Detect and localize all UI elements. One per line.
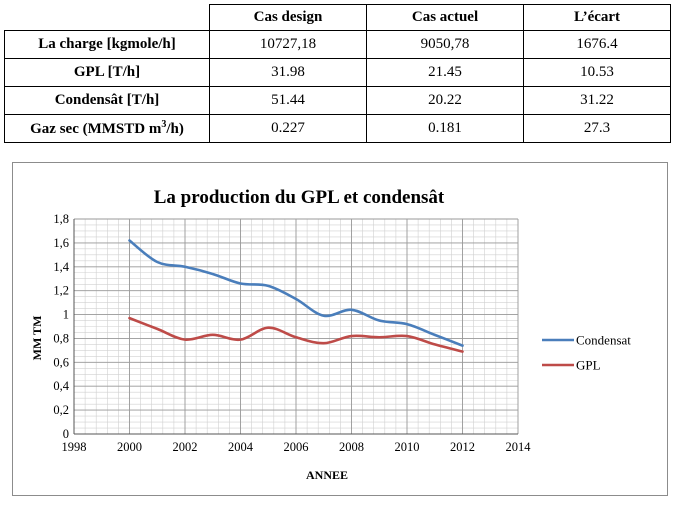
chart-axes	[53, 212, 531, 454]
comparison-table	[4, 4, 671, 143]
table-row	[5, 87, 671, 115]
table-cell: 31.98	[210, 59, 367, 87]
table-row	[5, 31, 671, 59]
x-tick-label: 2006	[283, 440, 309, 454]
y-tick-label: 1,6	[53, 235, 69, 250]
y-tick-label: 0,8	[53, 331, 69, 346]
y-tick-label: 0	[62, 427, 69, 441]
table-cell: 9050,78	[367, 31, 524, 59]
x-axis-label: ANNEE	[305, 468, 349, 482]
row-label-condensat: Condensât [T/h]	[5, 87, 210, 115]
column-header-design: Cas design	[210, 5, 367, 31]
chart-title: La production du GPL et condensât	[153, 187, 445, 208]
table-corner-cell	[5, 5, 210, 31]
table-cell: 0.227	[210, 115, 367, 143]
table-row	[5, 59, 671, 87]
y-tick-label: 1,8	[53, 212, 69, 226]
y-tick-label: 0,2	[53, 403, 69, 418]
table-cell: 31.22	[524, 87, 671, 115]
row-label-charge: La charge [kgmole/h]	[5, 31, 210, 59]
y-tick-label: 1	[62, 307, 69, 322]
y-tick-label: 0,4	[53, 379, 69, 394]
row-label-gaz-sec-sup: 3	[161, 119, 167, 130]
y-axis-label: MM TM	[30, 315, 44, 361]
table-cell: 1676.4	[524, 31, 671, 59]
row-label-gaz-sec	[5, 115, 210, 143]
table-cell: 51.44	[210, 87, 367, 115]
column-header-actuel: Cas actuel	[367, 5, 524, 31]
x-tick-label: 2002	[172, 440, 198, 454]
chart-frame	[12, 162, 668, 496]
x-tick-label: 2000	[117, 440, 142, 454]
x-tick-label: 2012	[450, 440, 475, 454]
y-tick-label: 1,4	[53, 259, 69, 274]
table-cell: 20.22	[367, 87, 524, 115]
row-label-gpl: GPL [T/h]	[5, 59, 210, 87]
x-tick-label: 2008	[339, 440, 364, 454]
table-row	[5, 115, 671, 143]
legend-label-gpl: GPL	[576, 357, 601, 373]
table-cell: 10727,18	[210, 31, 367, 59]
x-tick-label: 2014	[505, 440, 531, 454]
legend-label-condensat: Condensat	[576, 332, 631, 348]
x-tick-label: 2004	[228, 440, 253, 454]
x-tick-label: 2010	[394, 440, 420, 454]
row-label-gaz-sec-text: Gaz sec (MMSTD m	[30, 121, 162, 137]
table-header-row	[5, 5, 671, 31]
table-cell: 21.45	[367, 59, 524, 87]
chart-legend	[542, 333, 631, 373]
y-tick-label: 0,6	[53, 355, 69, 370]
table-cell: 10.53	[524, 59, 671, 87]
x-tick-label: 1998	[61, 440, 87, 454]
table-cell: 0.181	[367, 115, 524, 143]
row-label-gaz-sec-tail: /h)	[166, 121, 184, 137]
table-cell: 27.3	[524, 115, 671, 143]
y-tick-label: 1,2	[53, 283, 69, 298]
column-header-ecart: L’écart	[524, 5, 671, 31]
line-chart	[13, 163, 669, 497]
